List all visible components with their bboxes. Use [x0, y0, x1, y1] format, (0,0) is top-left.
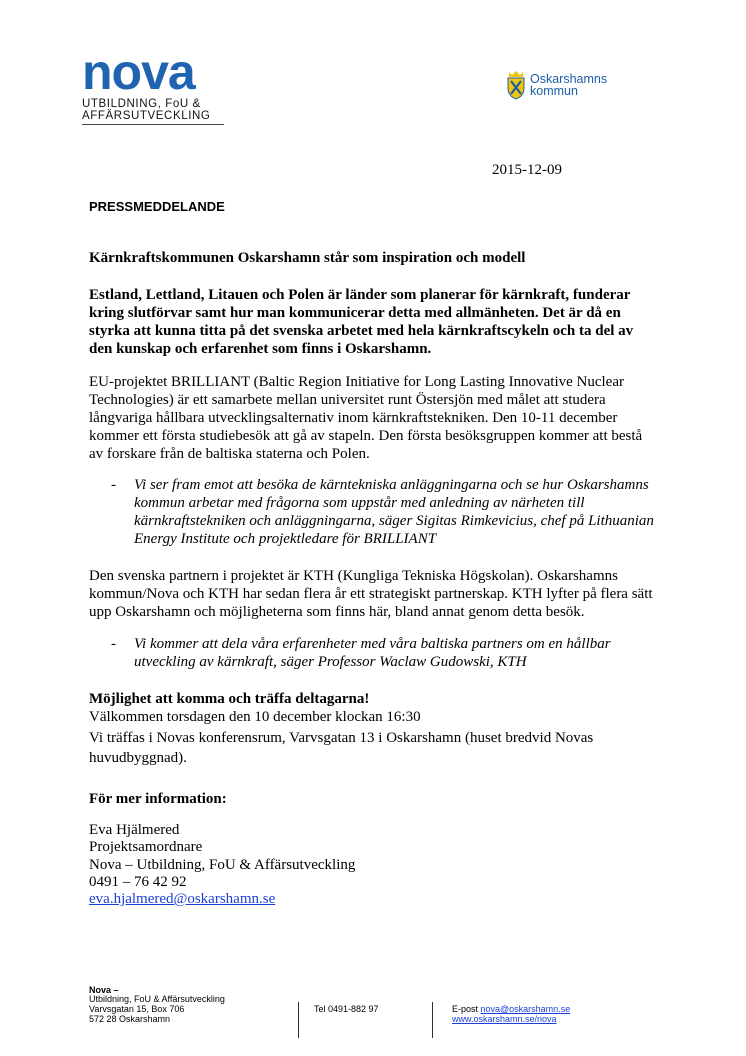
nova-subtitle: UTBILDNING, FoU & AFFÄRSUTVECKLING	[82, 98, 211, 122]
body-line: upp Oskarshamn och möjligheterna som finns här, bland annat genom detta besök.	[89, 604, 585, 620]
oskarshamn-logo	[506, 70, 607, 100]
contact-org: Nova – Utbildning, FoU & Affärsutveckling	[89, 857, 356, 873]
meeting-heading: Möjlighet att komma och träffa deltagarna!	[89, 691, 370, 707]
lead-line: den kunskap och erfarenhet som finns i Oskarshamn.	[89, 341, 432, 357]
body-line: kommer ett första studiebesök att gå av stapeln. Den första besöksgruppen kommer att bestå	[89, 428, 643, 444]
quote-line: utveckling av kärnkraft, säger Professor Waclaw Gudowski, KTH	[134, 654, 527, 670]
lead-line: styrka att kunna titta på det svenska arbetet med hela kärnkraftscykeln och ta del av	[89, 323, 634, 339]
coat-of-arms-icon	[506, 70, 526, 100]
footer-email-link[interactable]: nova@oskarshamn.se	[480, 1004, 571, 1014]
footer-address-line: Varvsgatan 15, Box 706	[89, 1004, 185, 1014]
contact-name: Eva Hjälmered	[89, 822, 180, 838]
body-line: av forskare från de baltiska staterna och Polen.	[89, 446, 370, 462]
contact-email-link[interactable]: eva.hjalmered@oskarshamn.se	[89, 891, 276, 907]
body-line: Technologies) är ett samarbete mellan universitet runt Östersjön med målet att studera	[89, 392, 606, 408]
lead-line: kring slutförvar samt hur man kommunicerar detta med allmänheten. Det är då en	[89, 305, 621, 321]
contact-title: Projektsamordnare	[89, 839, 203, 855]
quote-line: Energy Institute och projektledare för BRILLIANT	[134, 531, 437, 547]
quote-dash: -	[111, 636, 116, 652]
nova-wordmark: nova	[82, 44, 195, 100]
headline: Kärnkraftskommunen Oskarshamn står som inspiration och modell	[89, 250, 526, 266]
body-line: långvariga hållbara utvecklingsalternativ inom kärnkraftstekniken. Den 10-11 december	[89, 410, 618, 426]
footer-divider	[432, 1002, 433, 1038]
info-heading: För mer information:	[89, 791, 227, 807]
footer-phone: Tel 0491-882 97	[314, 1004, 379, 1014]
nova-logo	[82, 44, 232, 125]
meeting-line: huvudbyggnad).	[89, 750, 187, 766]
quote-line: kommun arbetar med frågorna som uppstår med anledning av närheten till	[134, 495, 585, 511]
body-line: kommun/Nova och KTH har sedan flera år ett strategiskt partnerskap. KTH lyfter på flera sätt	[89, 586, 653, 602]
document-label: PRESSMEDDELANDE	[89, 199, 225, 214]
quote-line: kärnkraftstekniken och anläggningarna, säger Sigitas Rimkevicius, chef på Lithuanian	[134, 513, 654, 529]
footer-email-row: E-post nova@oskarshamn.se	[452, 1004, 571, 1014]
quote-dash: -	[111, 477, 116, 493]
footer-web-link[interactable]: www.oskarshamn.se/nova	[452, 1014, 557, 1024]
oskarshamn-wordmark: Oskarshamns kommun	[530, 72, 608, 98]
footer-address-line: 572 28 Oskarshamn	[89, 1014, 171, 1024]
document-date: 2015-12-09	[492, 162, 562, 178]
footer-org: Nova –	[89, 985, 119, 995]
quote-line: Vi ser fram emot att besöka de kärntekniska anläggningarna och se hur Oskarshamns	[134, 477, 649, 493]
footer-address-line: Utbildning, FoU & Affärsutveckling	[89, 994, 225, 1004]
meeting-line: Vi träffas i Novas konferensrum, Varvsgatan 13 i Oskarshamn (huset bredvid Novas	[89, 730, 594, 746]
contact-phone: 0491 – 76 42 92	[89, 874, 187, 890]
footer-divider	[298, 1002, 299, 1038]
body-line: Den svenska partnern i projektet är KTH (Kungliga Tekniska Högskolan). Oskarshamns	[89, 568, 618, 584]
quote-line: Vi kommer att dela våra erfarenheter med våra baltiska partners om en hållbar	[134, 636, 611, 652]
meeting-line: Välkommen torsdagen den 10 december klockan 16:30	[89, 709, 421, 725]
body-line: EU-projektet BRILLIANT (Baltic Region Initiative for Long Lasting Innovative Nuclear	[89, 374, 624, 390]
nova-underline	[82, 124, 224, 125]
lead-line: Estland, Lettland, Litauen och Polen är länder som planerar för kärnkraft, funderar	[89, 287, 631, 303]
